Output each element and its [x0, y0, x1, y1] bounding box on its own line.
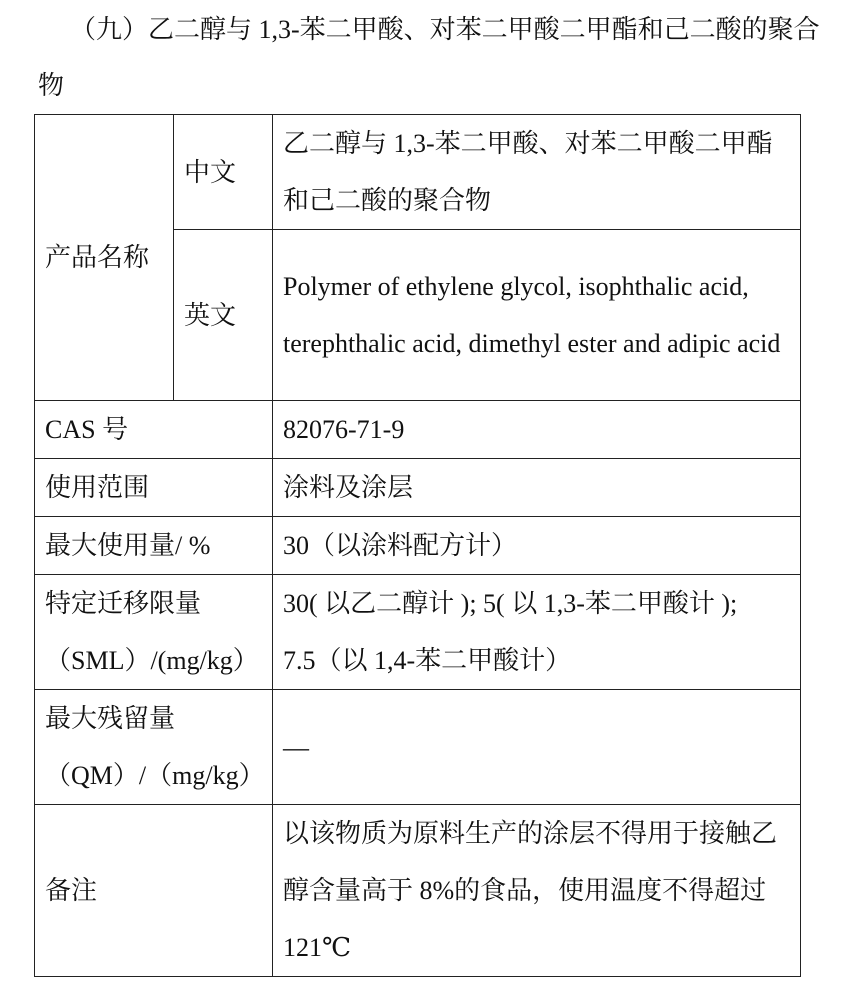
sml-value-line2: 7.5（以 1,4-苯二甲酸计） — [283, 646, 572, 675]
english-label: 英文 — [174, 230, 273, 401]
table-row — [35, 690, 801, 805]
scope-value: 涂料及涂层 — [273, 459, 801, 517]
max-usage-label: 最大使用量/ % — [35, 517, 273, 575]
scope-label: 使用范围 — [35, 459, 273, 517]
table-row — [35, 517, 801, 575]
table-row — [35, 459, 801, 517]
sml-value — [273, 575, 801, 690]
substance-table — [34, 114, 801, 977]
qm-label-line2: （QM）/（mg/kg） — [45, 761, 265, 790]
chinese-label: 中文 — [174, 115, 273, 230]
table-row — [35, 115, 801, 230]
qm-label — [35, 690, 273, 805]
max-usage-value: 30（以涂料配方计） — [273, 517, 801, 575]
remarks-label: 备注 — [35, 805, 273, 977]
sml-label-line1: 特定迁移限量 — [45, 589, 202, 618]
english-name-value: Polymer of ethylene glycol, isophthalic acid, terephthalic acid, dimethyl ester and adipic acid — [273, 230, 801, 401]
sml-value-line1: 30( 以乙二醇计 ); 5( 以 1,3-苯二甲酸计 ); — [283, 589, 738, 618]
cas-value: 82076-71-9 — [273, 401, 801, 459]
sml-label — [35, 575, 273, 690]
chinese-name-value: 乙二醇与 1,3-苯二甲酸、对苯二甲酸二甲酯和己二酸的聚合物 — [273, 115, 801, 230]
table-row — [35, 401, 801, 459]
table-row — [35, 805, 801, 977]
remarks-value: 以该物质为原料生产的涂层不得用于接触乙醇含量高于 8%的食品，使用温度不得超过 121℃ — [273, 805, 801, 977]
product-name-label: 产品名称 — [35, 115, 174, 401]
section-heading: （九）乙二醇与 1,3-苯二甲酸、对苯二甲酸二甲酯和己二酸的聚合物 — [38, 15, 820, 100]
table-row — [35, 575, 801, 690]
sml-label-line2: （SML）/(mg/kg） — [45, 646, 259, 675]
qm-label-line1: 最大残留量 — [45, 704, 176, 733]
cas-label: CAS 号 — [35, 401, 273, 459]
qm-value: — — [273, 690, 801, 805]
